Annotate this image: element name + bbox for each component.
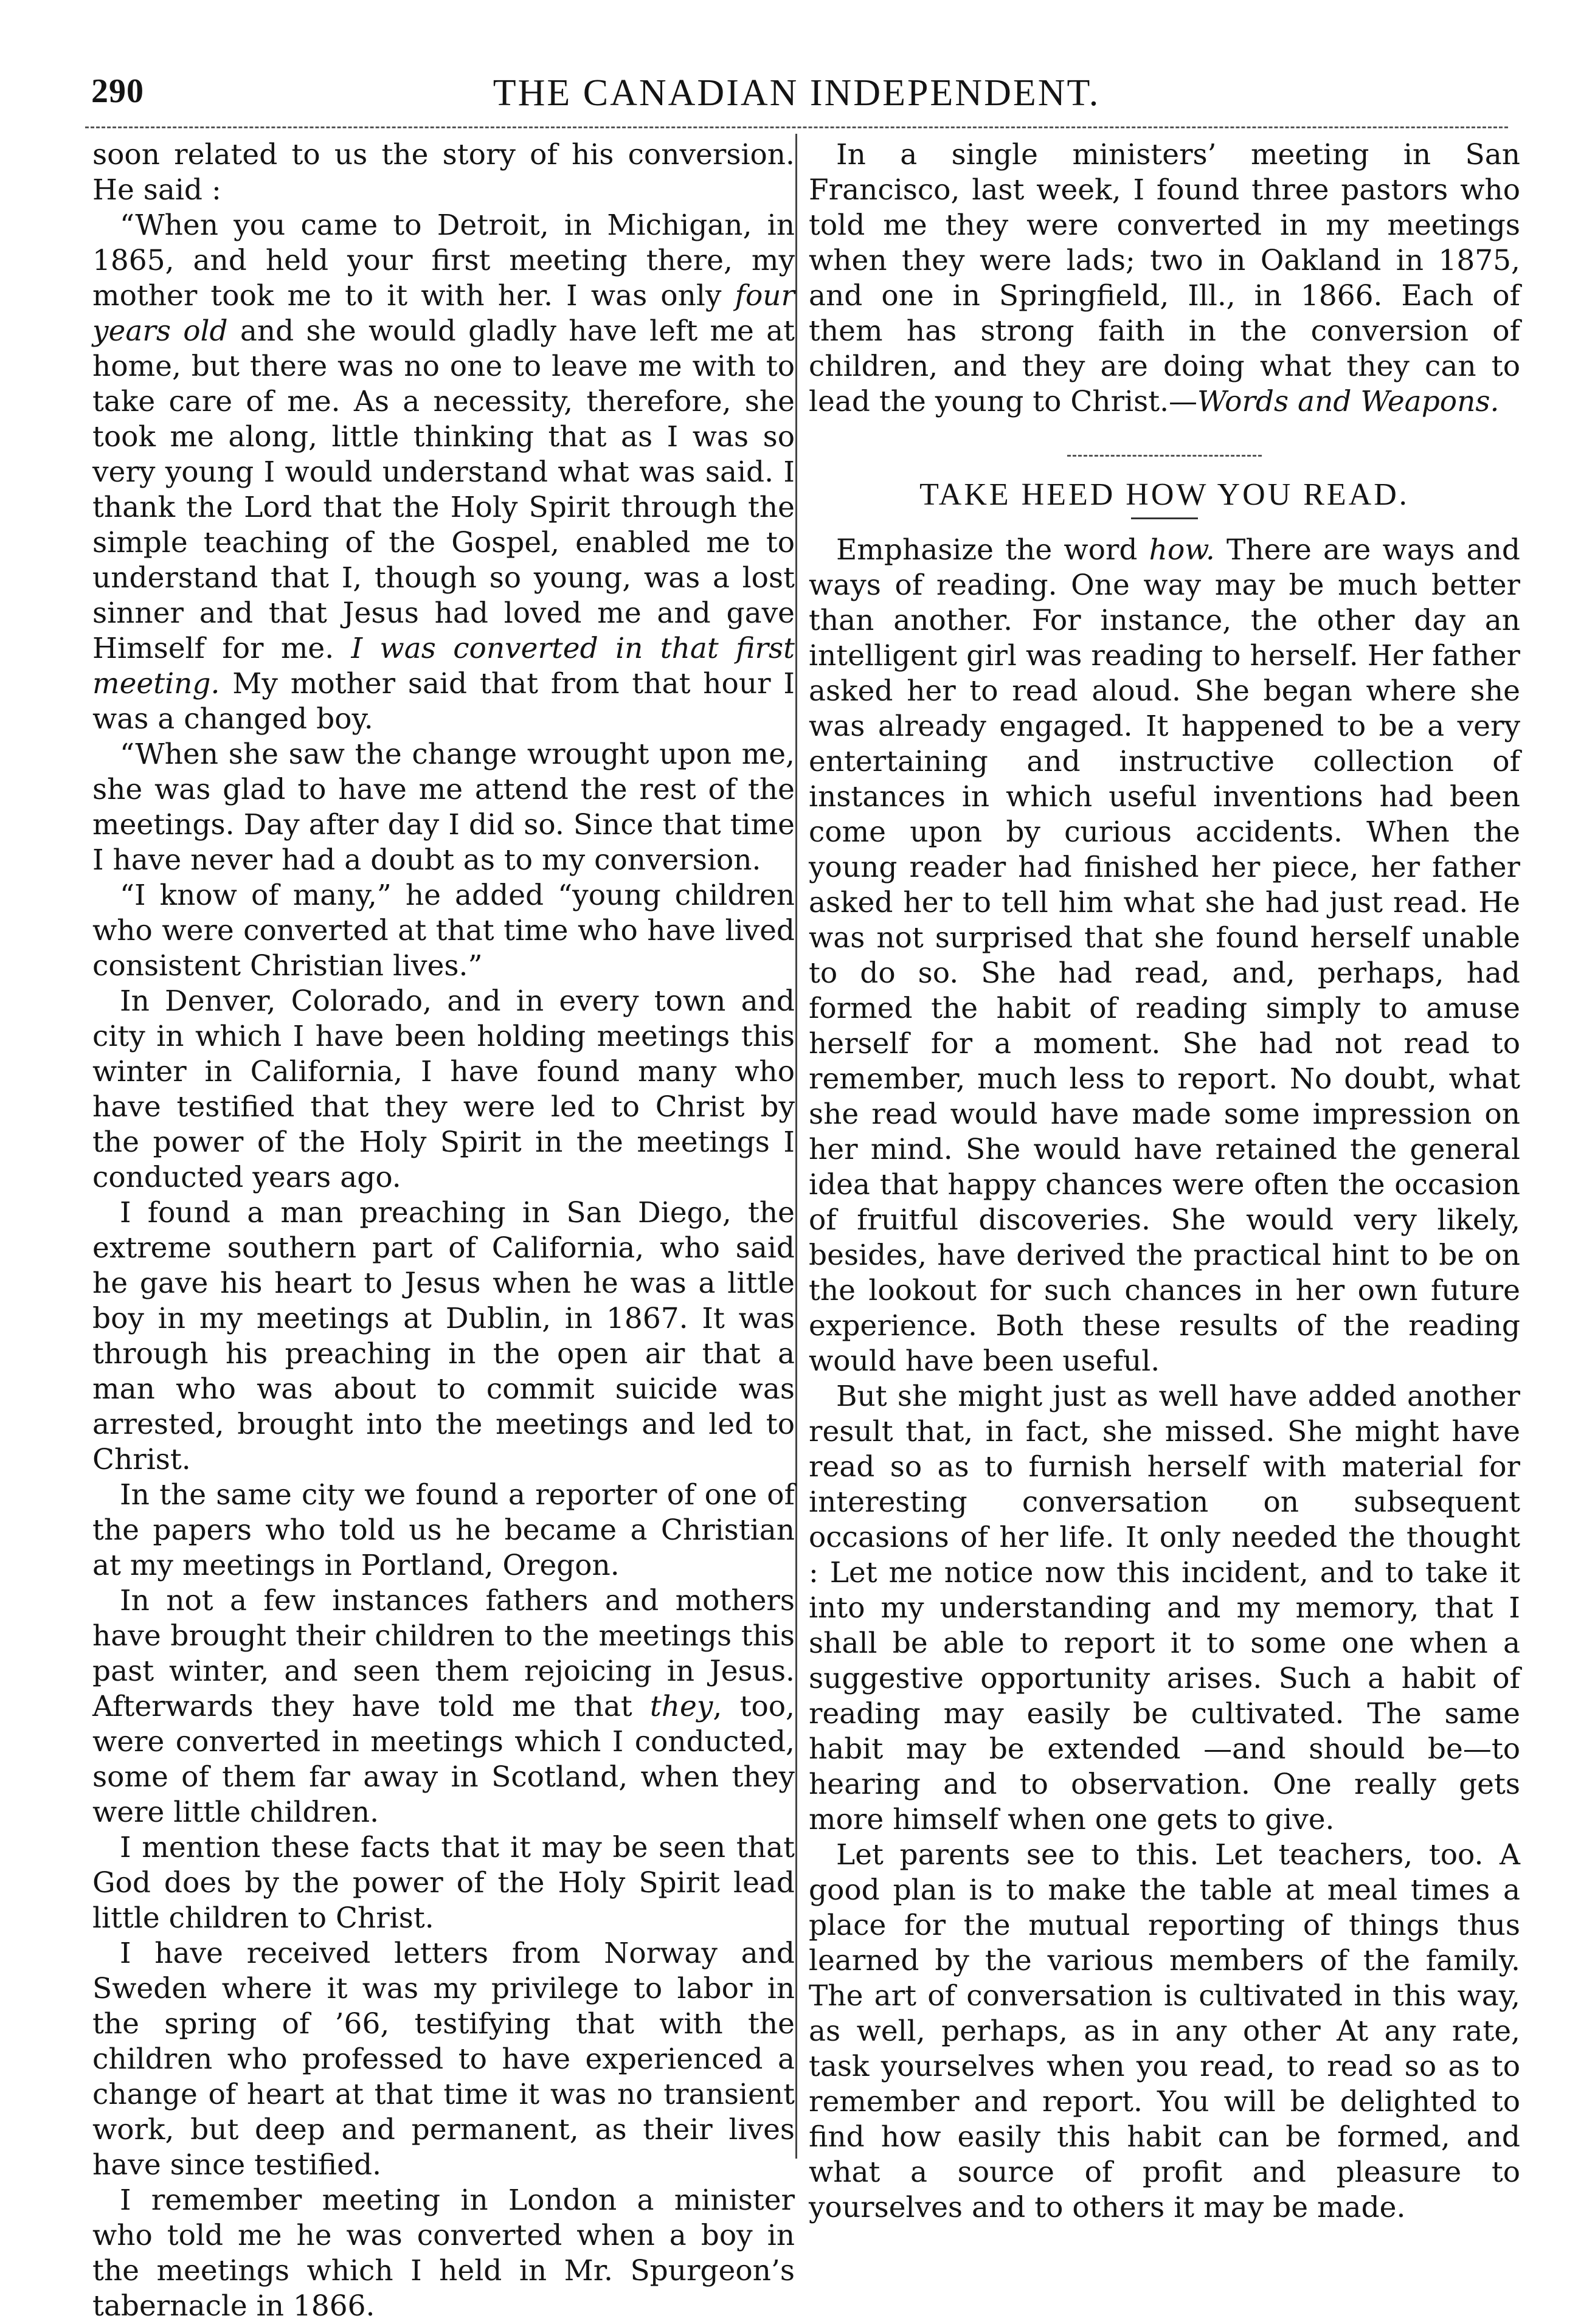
paragraph: In a single ministers’ meeting in San Francisco, last week, I found three pastors who told me they were converted in my meetings when they were lads; two in Oakland in 1875, and one in Springfield, Ill., in 1866. Each of them has strong faith in the conversion of children, and they are doing what they can to lead the young to Christ.—Words and Weapons.: [809, 138, 1520, 418]
paragraph: In the same city we found a reporter of one of the papers who told us he became a Christian at my meetings in Portland, Oregon.: [92, 1478, 795, 1582]
paragraph: But she might just as well have added another result that, in fact, she missed. She might have read so as to furnish herself with material for interesting conversation on subsequent occasions of her life. It only needed the thought : Let me notice now this incident, and to take it into my understanding and my memory, that I shall be able to report it to some one when a suggestive opportunity arises. Such a habit of reading may easily be cultivated. The same habit may be extended —and should be—to hearing and to observation. One really gets more himself when one gets to give.: [809, 1380, 1520, 1836]
page-number: 290: [91, 72, 144, 110]
section-title: TAKE HEED HOW YOU READ.: [919, 477, 1410, 512]
emphasis: four years old: [92, 279, 795, 348]
emphasis: they: [649, 1690, 713, 1723]
paragraph: I found a man preaching in San Diego, the extreme southern part of California, who said he gave his heart to Jesus when he was a little boy in my meetings at Dublin, in 1867. It was through his preaching in the open air that a man who was about to commit suicide was arrested, brought into the meetings and led to Christ.: [92, 1196, 795, 1476]
paragraph: soon related to us the story of his conversion. He said :: [92, 138, 795, 207]
emphasis: how.: [1149, 533, 1215, 567]
left-column: [92, 137, 795, 2323]
paragraph: Let parents see to this. Let teachers, too. A good plan is to make the table at meal times a place for the mutual reporting of things thus learned by the various members of the family. The art of conversation is cultivated in this way, as well, perhaps, as in any other At any rate, task yourselves when you read, to read so as to remember and report. You will be delighted to find how easily this habit can be formed, and what a source of profit and pleasure to yourselves and to others it may be made.: [809, 1838, 1520, 2224]
paragraph: In not a few instances fathers and mothers have brought their children to the meetings this past winter, and seen them rejoicing in Jesus. Afterwards they have told me that they, too, were converted in meetings which I conducted, some of them far away in Scotland, when they were little children.: [92, 1584, 795, 1829]
emphasis: I was converted in that first meeting.: [92, 632, 795, 700]
title-rule: [1131, 517, 1198, 519]
paragraph: “When you came to Detroit, in Michigan, in 1865, and held your first meeting there, my mother took me to it with her. I was only four years old and she would gladly have left me at home, but there was no one to leave me with to take care of me. As a necessity, therefore, she took me along, little thinking that as I was so very young I would understand what was said. I thank the Lord that the Holy Spirit through the simple teaching of the Gospel, enabled me to understand that I, though so young, was a lost sinner and that Jesus had loved me and gave Himself for me. I was converted in that first meeting. My mother said that from that hour I was a changed boy.: [92, 209, 795, 736]
paragraph: I mention these facts that it may be seen that God does by the power of the Holy Spirit lead little children to Christ.: [92, 1831, 795, 1935]
paragraph: I have received letters from Norway and Sweden where it was my privilege to labor in the spring of ’66, testifying that with the children who professed to have experienced a change of heart at that time it was no transient work, but deep and permanent, as their lives have since testified.: [92, 1937, 795, 2182]
column-divider: [795, 134, 797, 2159]
paragraph: “When she saw the change wrought upon me, she was glad to have me attend the rest of the meetings. Day after day I did so. Since that time I have never had a doubt as to my conversion.: [92, 738, 795, 877]
paragraph: “I know of many,” he added “young children who were converted at that time who have lived consistent Christian lives.”: [92, 879, 795, 983]
running-title: THE CANADIAN INDEPENDENT.: [493, 72, 1101, 114]
paragraph: Emphasize the word how. There are ways and ways of reading. One way may be much better than another. For instance, the other day an intelligent girl was reading to herself. Her father asked her to read aloud. She began where she was already engaged. It happened to be a very entertaining and instructive collection of instances in which useful inventions had been come upon by curious accidents. When the young reader had finished her piece, her father asked her to tell him what she had just read. He was not surprised that she found herself unable to do so. She had read, and, perhaps, had formed the habit of reading simply to amuse herself for a moment. She had not read to remember, much less to report. No doubt, what she read would have made some impression on her mind. She would have retained the general idea that happy chances were often the occasion of fruitful discoveries. She would very likely, besides, have derived the practical hint to be on the lookout for such chances in her own future experience. Both these results of the reading would have been useful.: [809, 533, 1521, 1378]
paragraph: In Denver, Colorado, and in every town and city in which I have been holding meetings this winter in California, I have found many who have testified that they were led to Christ by the power of the Holy Spirit in the meetings I conducted years ago.: [92, 984, 795, 1194]
section-separator: [1067, 455, 1262, 457]
right-column: [809, 137, 1521, 2224]
header-rule: [85, 126, 1508, 128]
source-attribution: Words and Weapons.: [1197, 385, 1500, 418]
paragraph: I remember meeting in London a minister who told me he was converted when a boy in the meetings which I held in Mr. Spurgeon’s tabernacle in 1866.: [92, 2184, 795, 2323]
page-header: [85, 72, 1508, 126]
